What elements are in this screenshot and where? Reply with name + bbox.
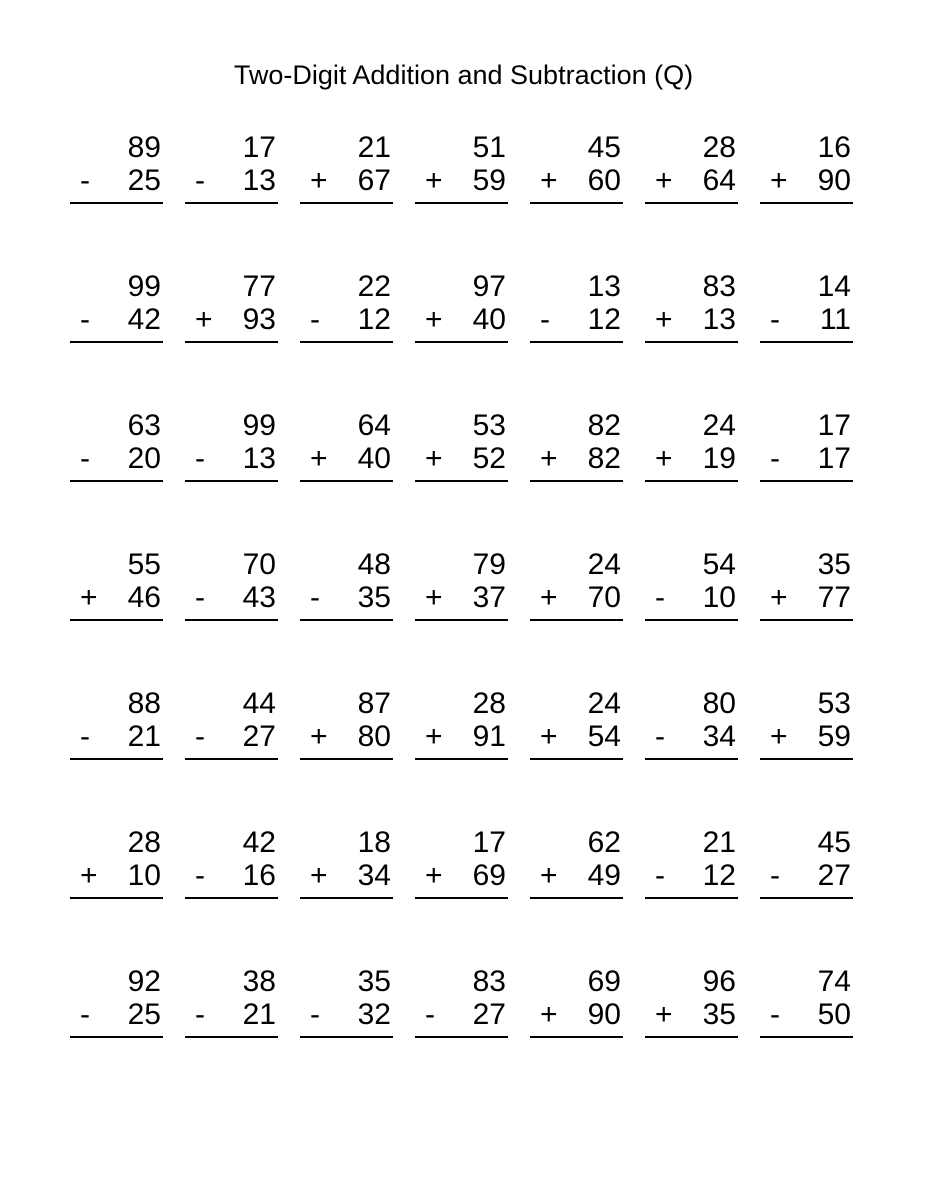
problem-cell	[300, 687, 393, 760]
bottom-operand: 21	[127, 720, 161, 753]
answer-line	[70, 480, 163, 482]
bottom-row	[760, 164, 853, 197]
minus-operator: -	[80, 164, 90, 197]
minus-operator: -	[80, 442, 90, 475]
problem-cell	[300, 826, 393, 899]
problem-cell	[415, 548, 508, 621]
answer-line	[760, 1036, 853, 1038]
answer-line	[530, 897, 623, 899]
answer-line	[760, 758, 853, 760]
plus-operator: +	[425, 303, 443, 336]
minus-operator: -	[310, 581, 320, 614]
answer-line	[185, 758, 278, 760]
minus-operator: -	[195, 442, 205, 475]
bottom-operand: 12	[587, 303, 621, 336]
plus-operator: +	[425, 720, 443, 753]
bottom-operand: 34	[702, 720, 736, 753]
top-operand: 35	[357, 965, 391, 998]
bottom-operand: 70	[587, 581, 621, 614]
answer-line	[70, 202, 163, 204]
top-operand: 74	[817, 965, 851, 998]
minus-operator: -	[80, 720, 90, 753]
bottom-operand: 10	[127, 859, 161, 892]
bottom-row	[70, 581, 163, 614]
answer-line	[415, 480, 508, 482]
problem-cell	[70, 270, 163, 343]
problem-cell	[530, 131, 623, 204]
problem-cell	[70, 409, 163, 482]
top-operand: 22	[357, 270, 391, 303]
bottom-row	[645, 303, 738, 336]
minus-operator: -	[195, 998, 205, 1031]
top-operand: 17	[242, 131, 276, 164]
answer-line	[185, 480, 278, 482]
answer-line	[645, 758, 738, 760]
top-operand: 28	[127, 826, 161, 859]
top-operand: 62	[587, 826, 621, 859]
bottom-row	[70, 859, 163, 892]
plus-operator: +	[770, 720, 788, 753]
bottom-row	[415, 442, 508, 475]
answer-line	[185, 341, 278, 343]
plus-operator: +	[540, 720, 558, 753]
minus-operator: -	[770, 442, 780, 475]
answer-line	[760, 202, 853, 204]
plus-operator: +	[655, 303, 673, 336]
bottom-operand: 67	[357, 164, 391, 197]
bottom-row	[760, 442, 853, 475]
bottom-row	[530, 859, 623, 892]
problem-cell	[415, 131, 508, 204]
bottom-operand: 80	[357, 720, 391, 753]
top-operand: 88	[127, 687, 161, 720]
plus-operator: +	[540, 581, 558, 614]
problem-cell	[760, 270, 853, 343]
problem-cell	[530, 826, 623, 899]
top-operand: 17	[472, 826, 506, 859]
problem-cell	[300, 409, 393, 482]
answer-line	[415, 619, 508, 621]
plus-operator: +	[540, 998, 558, 1031]
bottom-operand: 59	[817, 720, 851, 753]
bottom-row	[645, 998, 738, 1031]
plus-operator: +	[655, 164, 673, 197]
bottom-row	[185, 164, 278, 197]
plus-operator: +	[195, 303, 213, 336]
answer-line	[300, 897, 393, 899]
plus-operator: +	[425, 581, 443, 614]
bottom-operand: 40	[357, 442, 391, 475]
plus-operator: +	[425, 442, 443, 475]
bottom-row	[645, 442, 738, 475]
plus-operator: +	[310, 442, 328, 475]
answer-line	[645, 619, 738, 621]
bottom-row	[70, 720, 163, 753]
top-operand: 70	[242, 548, 276, 581]
minus-operator: -	[540, 303, 550, 336]
bottom-row	[185, 442, 278, 475]
answer-line	[530, 341, 623, 343]
bottom-operand: 54	[587, 720, 621, 753]
answer-line	[185, 1036, 278, 1038]
bottom-row	[530, 581, 623, 614]
worksheet-title: Two-Digit Addition and Subtraction (Q)	[233, 60, 694, 90]
bottom-row	[530, 720, 623, 753]
answer-line	[415, 1036, 508, 1038]
minus-operator: -	[195, 720, 205, 753]
top-operand: 17	[817, 409, 851, 442]
bottom-operand: 37	[472, 581, 506, 614]
answer-line	[760, 619, 853, 621]
bottom-row	[645, 720, 738, 753]
minus-operator: -	[310, 998, 320, 1031]
top-operand: 42	[242, 826, 276, 859]
answer-line	[415, 341, 508, 343]
answer-line	[530, 480, 623, 482]
bottom-operand: 52	[472, 442, 506, 475]
bottom-operand: 46	[127, 581, 161, 614]
answer-line	[760, 480, 853, 482]
answer-line	[185, 897, 278, 899]
top-operand: 87	[357, 687, 391, 720]
bottom-row	[415, 859, 508, 892]
top-operand: 69	[587, 965, 621, 998]
answer-line	[300, 619, 393, 621]
problem-cell	[185, 270, 278, 343]
bottom-row	[530, 303, 623, 336]
top-operand: 18	[357, 826, 391, 859]
bottom-row	[300, 164, 393, 197]
problem-cell	[530, 965, 623, 1038]
problem-cell	[415, 270, 508, 343]
top-operand: 14	[817, 270, 851, 303]
bottom-operand: 50	[817, 998, 851, 1031]
problem-cell	[185, 131, 278, 204]
bottom-row	[185, 581, 278, 614]
top-operand: 77	[242, 270, 276, 303]
answer-line	[530, 202, 623, 204]
top-operand: 24	[587, 548, 621, 581]
answer-line	[300, 758, 393, 760]
answer-line	[645, 341, 738, 343]
problem-cell	[530, 687, 623, 760]
bottom-operand: 42	[127, 303, 161, 336]
bottom-row	[185, 720, 278, 753]
plus-operator: +	[770, 164, 788, 197]
answer-line	[300, 202, 393, 204]
answer-line	[645, 202, 738, 204]
answer-line	[70, 341, 163, 343]
bottom-operand: 82	[587, 442, 621, 475]
top-operand: 45	[817, 826, 851, 859]
bottom-operand: 77	[817, 581, 851, 614]
minus-operator: -	[195, 581, 205, 614]
bottom-row	[415, 303, 508, 336]
answer-line	[300, 341, 393, 343]
problem-cell	[760, 965, 853, 1038]
plus-operator: +	[310, 720, 328, 753]
answer-line	[530, 1036, 623, 1038]
bottom-operand: 27	[817, 859, 851, 892]
top-operand: 82	[587, 409, 621, 442]
problem-cell	[760, 687, 853, 760]
bottom-operand: 34	[357, 859, 391, 892]
bottom-operand: 13	[242, 442, 276, 475]
bottom-row	[300, 720, 393, 753]
problem-cell	[185, 826, 278, 899]
problem-cell	[645, 131, 738, 204]
bottom-operand: 69	[472, 859, 506, 892]
minus-operator: -	[655, 581, 665, 614]
top-operand: 54	[702, 548, 736, 581]
plus-operator: +	[80, 859, 98, 892]
bottom-row	[760, 859, 853, 892]
answer-line	[415, 202, 508, 204]
problem-cell	[760, 131, 853, 204]
minus-operator: -	[310, 303, 320, 336]
bottom-operand: 90	[587, 998, 621, 1031]
minus-operator: -	[770, 859, 780, 892]
top-operand: 80	[702, 687, 736, 720]
minus-operator: -	[770, 303, 780, 336]
top-operand: 48	[357, 548, 391, 581]
answer-line	[185, 202, 278, 204]
bottom-operand: 27	[242, 720, 276, 753]
bottom-row	[185, 303, 278, 336]
bottom-operand: 25	[127, 998, 161, 1031]
bottom-row	[760, 581, 853, 614]
bottom-row	[530, 164, 623, 197]
top-operand: 38	[242, 965, 276, 998]
top-operand: 24	[587, 687, 621, 720]
minus-operator: -	[425, 998, 435, 1031]
plus-operator: +	[80, 581, 98, 614]
problem-cell	[760, 409, 853, 482]
minus-operator: -	[655, 720, 665, 753]
bottom-row	[300, 303, 393, 336]
plus-operator: +	[540, 442, 558, 475]
top-operand: 97	[472, 270, 506, 303]
bottom-operand: 35	[357, 581, 391, 614]
bottom-operand: 90	[817, 164, 851, 197]
answer-line	[645, 480, 738, 482]
plus-operator: +	[655, 442, 673, 475]
problem-cell	[70, 687, 163, 760]
problem-cell	[185, 687, 278, 760]
top-operand: 83	[702, 270, 736, 303]
bottom-operand: 13	[242, 164, 276, 197]
bottom-operand: 25	[127, 164, 161, 197]
top-operand: 89	[127, 131, 161, 164]
problem-cell	[185, 965, 278, 1038]
bottom-row	[645, 164, 738, 197]
top-operand: 92	[127, 965, 161, 998]
bottom-operand: 32	[357, 998, 391, 1031]
bottom-operand: 19	[702, 442, 736, 475]
bottom-operand: 12	[702, 859, 736, 892]
plus-operator: +	[540, 164, 558, 197]
problem-cell	[300, 131, 393, 204]
bottom-operand: 64	[702, 164, 736, 197]
bottom-operand: 16	[242, 859, 276, 892]
bottom-operand: 60	[587, 164, 621, 197]
bottom-row	[645, 859, 738, 892]
plus-operator: +	[310, 164, 328, 197]
bottom-row	[70, 303, 163, 336]
answer-line	[300, 480, 393, 482]
bottom-operand: 40	[472, 303, 506, 336]
answer-line	[70, 619, 163, 621]
answer-line	[760, 341, 853, 343]
plus-operator: +	[310, 859, 328, 892]
top-operand: 44	[242, 687, 276, 720]
bottom-operand: 43	[242, 581, 276, 614]
top-operand: 96	[702, 965, 736, 998]
top-operand: 53	[817, 687, 851, 720]
problems-grid	[70, 131, 853, 1038]
bottom-operand: 20	[127, 442, 161, 475]
answer-line	[70, 1036, 163, 1038]
plus-operator: +	[425, 859, 443, 892]
bottom-operand: 11	[819, 303, 851, 336]
bottom-operand: 12	[357, 303, 391, 336]
answer-line	[645, 897, 738, 899]
problem-cell	[645, 409, 738, 482]
bottom-operand: 35	[702, 998, 736, 1031]
top-operand: 21	[357, 131, 391, 164]
answer-line	[415, 897, 508, 899]
bottom-row	[415, 998, 508, 1031]
bottom-row	[70, 164, 163, 197]
problem-cell	[300, 965, 393, 1038]
top-operand: 55	[127, 548, 161, 581]
top-operand: 21	[702, 826, 736, 859]
problem-cell	[70, 965, 163, 1038]
bottom-row	[300, 859, 393, 892]
problem-cell	[645, 548, 738, 621]
problem-cell	[300, 270, 393, 343]
answer-line	[645, 1036, 738, 1038]
bottom-row	[530, 442, 623, 475]
bottom-operand: 27	[472, 998, 506, 1031]
bottom-row	[645, 581, 738, 614]
bottom-operand: 13	[702, 303, 736, 336]
bottom-row	[415, 581, 508, 614]
bottom-operand: 93	[242, 303, 276, 336]
problem-cell	[530, 270, 623, 343]
top-operand: 99	[242, 409, 276, 442]
bottom-row	[300, 998, 393, 1031]
top-operand: 51	[472, 131, 506, 164]
plus-operator: +	[655, 998, 673, 1031]
top-operand: 13	[587, 270, 621, 303]
top-operand: 28	[702, 131, 736, 164]
problem-cell	[645, 965, 738, 1038]
top-operand: 79	[472, 548, 506, 581]
plus-operator: +	[770, 581, 788, 614]
bottom-row	[760, 720, 853, 753]
problem-cell	[415, 409, 508, 482]
problem-cell	[645, 687, 738, 760]
problem-cell	[760, 548, 853, 621]
bottom-row	[70, 442, 163, 475]
top-operand: 35	[817, 548, 851, 581]
answer-line	[70, 897, 163, 899]
top-operand: 99	[127, 270, 161, 303]
top-operand: 45	[587, 131, 621, 164]
bottom-operand: 91	[472, 720, 506, 753]
answer-line	[415, 758, 508, 760]
plus-operator: +	[540, 859, 558, 892]
answer-line	[760, 897, 853, 899]
bottom-operand: 59	[472, 164, 506, 197]
top-operand: 63	[127, 409, 161, 442]
bottom-row	[530, 998, 623, 1031]
answer-line	[530, 758, 623, 760]
problem-cell	[760, 826, 853, 899]
bottom-row	[185, 998, 278, 1031]
top-operand: 64	[357, 409, 391, 442]
problem-cell	[415, 687, 508, 760]
minus-operator: -	[770, 998, 780, 1031]
bottom-operand: 10	[702, 581, 736, 614]
problem-cell	[185, 409, 278, 482]
minus-operator: -	[80, 303, 90, 336]
problem-cell	[70, 548, 163, 621]
top-operand: 16	[817, 131, 851, 164]
bottom-operand: 21	[242, 998, 276, 1031]
problem-cell	[300, 548, 393, 621]
problem-cell	[70, 131, 163, 204]
bottom-row	[300, 581, 393, 614]
plus-operator: +	[425, 164, 443, 197]
answer-line	[530, 619, 623, 621]
answer-line	[70, 758, 163, 760]
answer-line	[300, 1036, 393, 1038]
bottom-row	[760, 998, 853, 1031]
bottom-row	[185, 859, 278, 892]
top-operand: 24	[702, 409, 736, 442]
bottom-row	[415, 720, 508, 753]
problem-cell	[645, 270, 738, 343]
problem-cell	[70, 826, 163, 899]
minus-operator: -	[655, 859, 665, 892]
problem-cell	[530, 548, 623, 621]
bottom-operand: 49	[587, 859, 621, 892]
top-operand: 53	[472, 409, 506, 442]
problem-cell	[530, 409, 623, 482]
answer-line	[185, 619, 278, 621]
bottom-row	[300, 442, 393, 475]
problem-cell	[185, 548, 278, 621]
minus-operator: -	[195, 859, 205, 892]
bottom-row	[415, 164, 508, 197]
minus-operator: -	[195, 164, 205, 197]
bottom-row	[70, 998, 163, 1031]
top-operand: 28	[472, 687, 506, 720]
bottom-row	[760, 303, 853, 336]
bottom-operand: 17	[817, 442, 851, 475]
problem-cell	[645, 826, 738, 899]
minus-operator: -	[80, 998, 90, 1031]
top-operand: 83	[472, 965, 506, 998]
problem-cell	[415, 965, 508, 1038]
problem-cell	[415, 826, 508, 899]
